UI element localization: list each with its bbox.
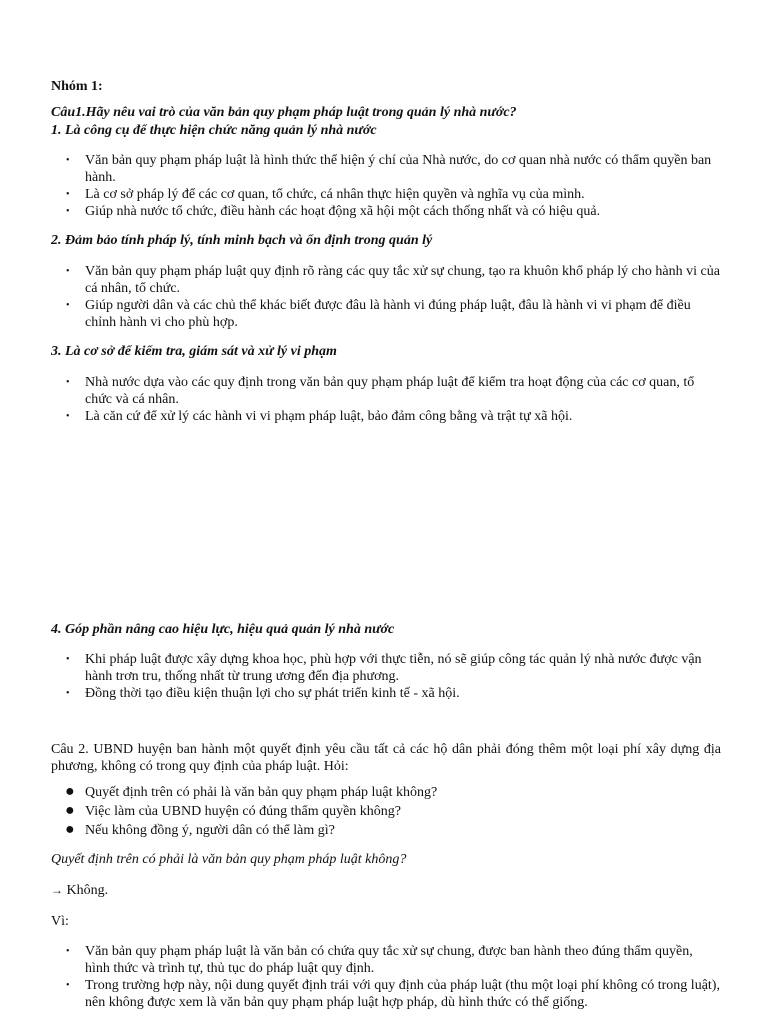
bullet-icon: • (66, 377, 70, 388)
list-item: • Trong trường hợp này, nội dung quyết định trái với quy định của pháp luật (thu một loại phí không có trong luật), nên không được xem là văn bản quy phạm pháp luật hợp pháp, dù hình thức có thể giống. (66, 978, 720, 1010)
list-item: • Khi pháp luật được xây dựng khoa học, phù hợp với thực tiễn, nó sẽ giúp công tác quản lý nhà nước được vận hành trơn tru, thống nhất từ trung ương đến địa phương. (66, 652, 702, 684)
arrow-right-icon: → (51, 883, 63, 897)
list-item: • Là căn cứ để xử lý các hành vi vi phạm pháp luật, bảo đảm công bằng và trật tự xã hội. (66, 409, 573, 424)
question-1-title: Câu1.Hãy nêu vai trò của văn bản quy phạm pháp luật trong quản lý nhà nước? (51, 105, 517, 120)
list-item: • Giúp nhà nước tổ chức, điều hành các hoạt động xã hội một cách thống nhất và có hiệu quả. (66, 204, 601, 219)
bullet-icon: • (66, 206, 70, 217)
answer-text: Không. (66, 883, 109, 898)
question-2-subtitle: Quyết định trên có phải là văn bản quy phạm pháp luật không? (51, 852, 407, 867)
bullet-icon: • (66, 411, 70, 422)
reason-label: Vì: (51, 914, 69, 929)
bullet-icon: ● (65, 802, 75, 819)
bullet-icon: • (66, 300, 70, 311)
answer-line (51, 882, 721, 899)
section-2-list (51, 263, 721, 331)
list-item: • Văn bản quy phạm pháp luật quy định rõ ràng các quy tắc xử sự chung, tạo ra khuôn khổ pháp lý cho hành vi của cá nhân, tổ chức. (66, 264, 720, 296)
section-3-list (51, 374, 721, 425)
list-item: • Là cơ sở pháp lý để các cơ quan, tổ chức, cá nhân thực hiện quyền và nghĩa vụ của mình. (66, 187, 585, 202)
list-item: ● Quyết định trên có phải là văn bản quy phạm pháp luật không? (65, 783, 438, 800)
bullet-icon: ● (65, 783, 75, 800)
bullet-icon: • (66, 654, 70, 665)
section-1-list (51, 152, 721, 220)
bullet-icon: • (66, 980, 70, 991)
list-item: • Đồng thời tạo điều kiện thuận lợi cho sự phát triển kinh tế - xã hội. (66, 686, 460, 701)
group-title: Nhóm 1: (51, 79, 103, 94)
bullet-icon: • (66, 946, 70, 957)
bullet-icon: • (66, 155, 70, 166)
list-item: • Văn bản quy phạm pháp luật là văn bản có chứa quy tắc xử sự chung, được ban hành theo đúng thẩm quyền, hình thức và trình tự, thủ tục do pháp luật quy định. (66, 944, 693, 976)
list-item: ● Nếu không đồng ý, người dân có thể làm gì? (65, 821, 335, 838)
bullet-icon: • (66, 266, 70, 277)
section-1-title: 1. Là công cụ để thực hiện chức năng quản lý nhà nước (51, 123, 377, 138)
list-item: • Văn bản quy phạm pháp luật là hình thức thể hiện ý chí của Nhà nước, do cơ quan nhà nước có thẩm quyền ban hành. (66, 153, 712, 185)
bullet-icon: • (66, 688, 70, 699)
list-item: ● Việc làm của UBND huyện có đúng thẩm quyền không? (65, 802, 402, 819)
bullet-icon: ● (65, 821, 75, 838)
reason-list (51, 943, 721, 1011)
section-2-title: 2. Đảm bảo tính pháp lý, tính minh bạch và ổn định trong quản lý (51, 233, 433, 248)
question-2-text: Câu 2. UBND huyện ban hành một quyết định yêu cầu tất cả các hộ dân phải đóng thêm một loại phí xây dựng địa phương, không có trong quy định của pháp luật. Hỏi: (51, 742, 721, 774)
section-3-title: 3. Là cơ sở để kiểm tra, giám sát và xử lý vi phạm (51, 344, 337, 359)
question-2-list (51, 784, 721, 839)
section-4-title: 4. Góp phần nâng cao hiệu lực, hiệu quả quản lý nhà nước (51, 622, 395, 637)
bullet-icon: • (66, 189, 70, 200)
section-4-list (51, 651, 721, 702)
list-item: • Giúp người dân và các chủ thể khác biết được đâu là hành vi đúng pháp luật, đâu là hành vi vi phạm để điều chỉnh hành vi cho phù hợp. (66, 298, 691, 330)
list-item: • Nhà nước dựa vào các quy định trong văn bản quy phạm pháp luật để kiểm tra hoạt động của các cơ quan, tổ chức và cá nhân. (66, 375, 695, 407)
